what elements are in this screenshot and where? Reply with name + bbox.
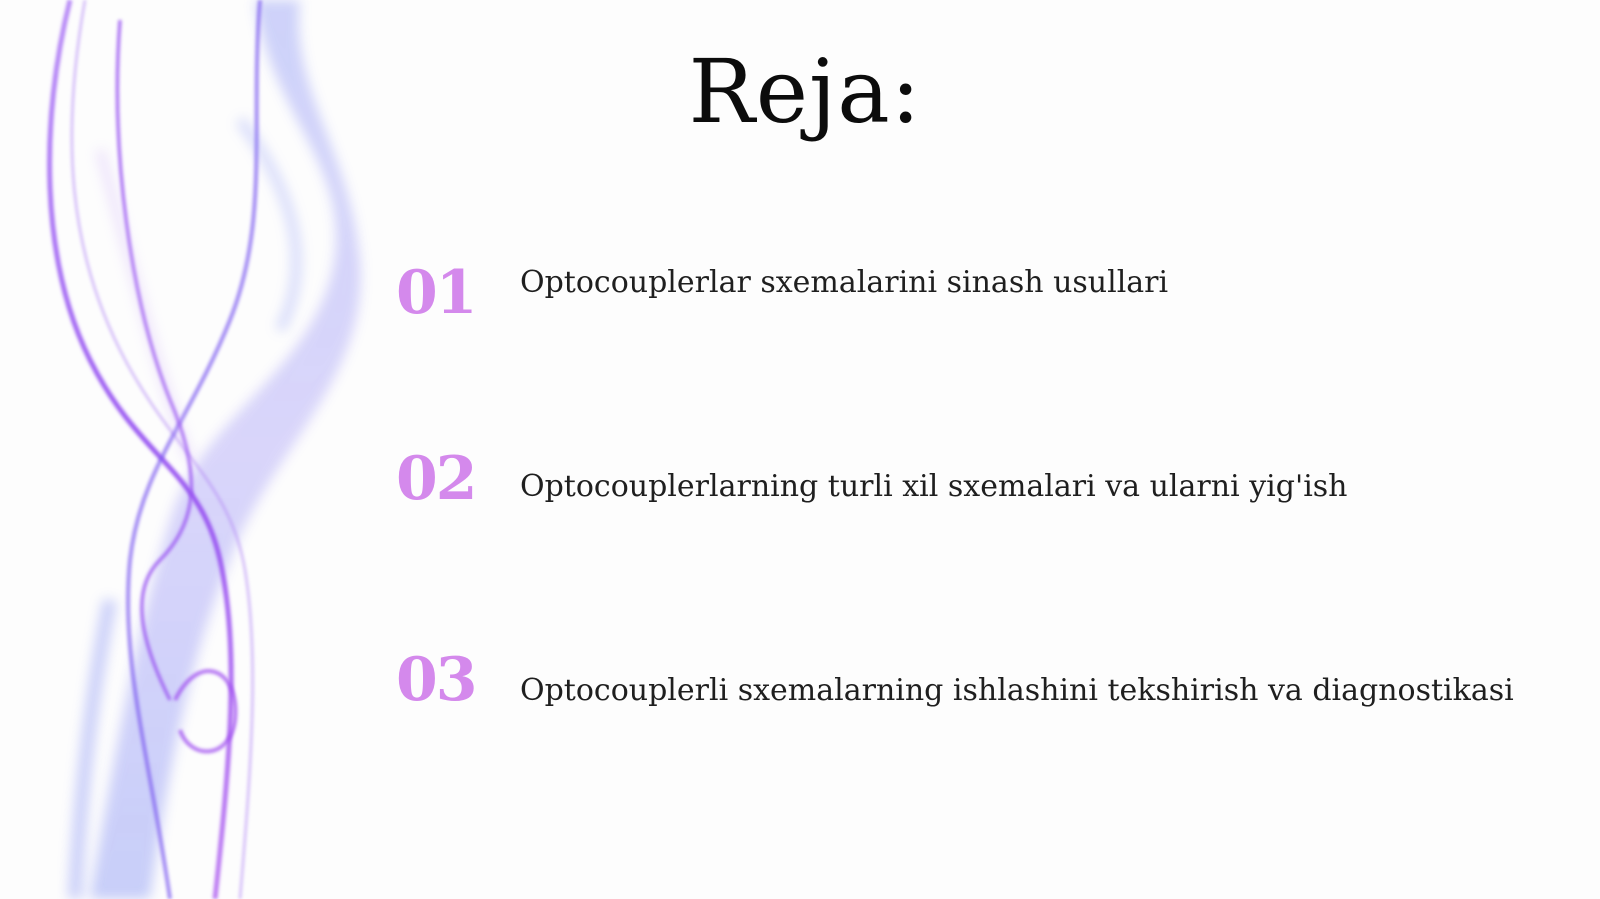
item-text-03: Optocouplerli sxemalarning ishlashini tekshirish va diagnostikasi	[520, 673, 1514, 708]
item-number-03: 03	[396, 645, 476, 715]
item-number-02: 02	[396, 444, 476, 514]
item-number-01: 01	[396, 258, 476, 328]
slide-title: Reja:	[688, 40, 922, 143]
item-text-01: Optocouplerlar sxemalarini sinash usullari	[520, 265, 1169, 300]
item-text-02: Optocouplerlarning turli xil sxemalari va ularni yig'ish	[520, 469, 1348, 504]
